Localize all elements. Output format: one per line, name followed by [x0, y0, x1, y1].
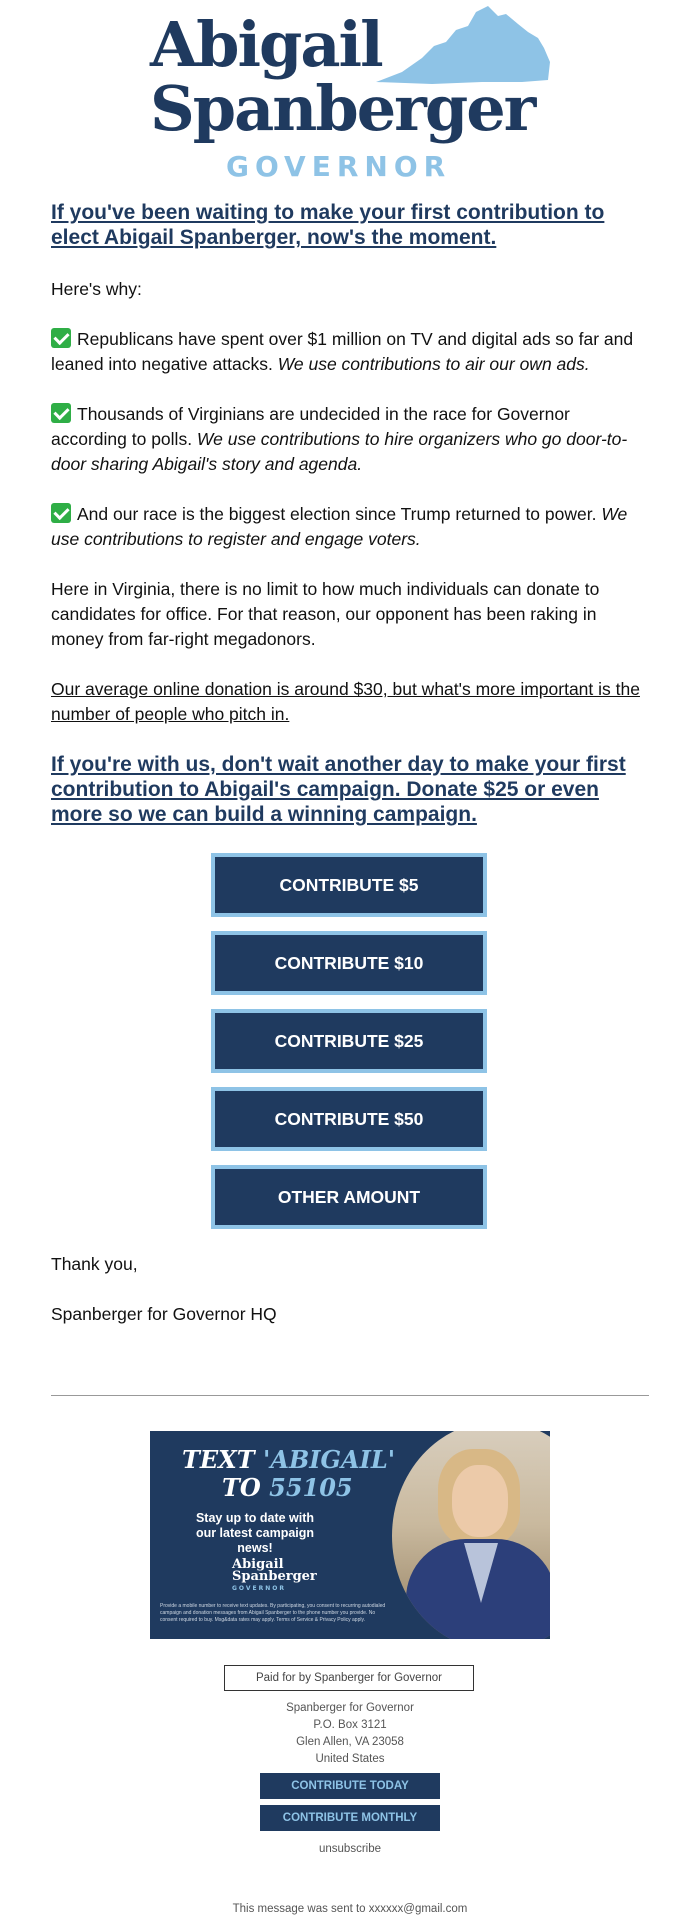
point-2-emphasis: We use contributions to hire organizers who go door-to-door sharing Abigail's story and agenda.	[51, 429, 628, 474]
contribute-50-button[interactable]: CONTRIBUTE $50	[211, 1087, 487, 1151]
signoff-text: Thank you,	[51, 1254, 138, 1274]
promo-logo: Abigail Spanberger GOVERNOR	[232, 1557, 317, 1592]
contribute-10-button[interactable]: CONTRIBUTE $10	[211, 931, 487, 995]
text-signup-banner[interactable]	[150, 1431, 550, 1639]
signature-text: Spanberger for Governor HQ	[51, 1304, 277, 1324]
intro-container	[51, 277, 649, 302]
address-line-2: P.O. Box 3121	[313, 1719, 387, 1731]
promo-line-1: TEXT 'ABIGAIL'	[182, 1445, 396, 1474]
point-2	[51, 402, 649, 477]
limit-paragraph-container	[51, 577, 649, 652]
headline-1-link[interactable]: If you've been waiting to make your first contribution to elect Abigail Spanberger, now's the moment.	[51, 201, 605, 249]
address-line-4: United States	[315, 1753, 385, 1765]
headline-1-container	[51, 200, 649, 250]
campaign-logo	[150, 0, 550, 185]
limit-paragraph: Here in Virginia, there is no limit to how much individuals can donate to candidates for office. For that reason, our opponent has been raking in money from far-right megadonors.	[51, 579, 600, 649]
unsubscribe-link[interactable]: unsubscribe	[318, 1843, 381, 1855]
logo-first-name: Abigail	[150, 8, 382, 81]
logo-office: GOVERNOR	[226, 150, 452, 183]
promo-subtext: Stay up to date with our latest campaign news!	[195, 1511, 315, 1555]
check-mark-icon	[51, 403, 71, 423]
contribute-25-button[interactable]: CONTRIBUTE $25	[211, 1009, 487, 1073]
promo-line-2: TO 55105	[222, 1473, 353, 1502]
point-3-text: And our race is the biggest election since Trump returned to power.	[77, 504, 602, 524]
promo-fine-print: Provide a mobile number to receive text updates. By participating, you consent to recurring autodialed campaign and donation messages from Abigail Spanberger to the phone number you provide. No consent required to buy. Msg&data rates may apply. Terms of Service & Privacy Policy apply.	[160, 1603, 386, 1623]
intro-text: Here's why:	[51, 279, 142, 299]
sent-to-prefix: This message was sent to	[232, 1903, 369, 1915]
check-mark-icon	[51, 503, 71, 523]
contribute-5-button[interactable]: CONTRIBUTE $5	[211, 853, 487, 917]
headline-2-link[interactable]: If you're with us, don't wait another day to make your first contribution to Abigail's campaign. Donate $25 or even more so we can build a winning campaign.	[51, 753, 626, 826]
headline-2-container	[51, 752, 649, 827]
point-1-emphasis: We use contributions to air our own ads.	[277, 354, 590, 374]
address-line-3: Glen Allen, VA 23058	[296, 1736, 404, 1748]
point-3	[51, 502, 649, 552]
signature-container	[51, 1302, 649, 1327]
logo-last-name: Spanberger	[150, 72, 535, 145]
point-2-text: Thousands of Virginians are undecided in the race for Governor according to polls.	[51, 404, 570, 449]
point-3-emphasis: We use contributions to register and engage voters.	[51, 504, 628, 549]
candidate-photo	[392, 1431, 550, 1639]
footer-divider	[51, 1395, 649, 1396]
average-paragraph-container	[51, 677, 649, 727]
contribute-today-button[interactable]: CONTRIBUTE TODAY	[260, 1773, 440, 1799]
address-line-1: Spanberger for Governor	[286, 1702, 414, 1714]
point-1-text: Republicans have spent over $1 million on TV and digital ads so far and leaned into negative attacks.	[51, 329, 634, 374]
average-donation-link[interactable]: Our average online donation is around $30, but what's more important is the number of people who pitch in.	[51, 679, 640, 724]
recipient-email: xxxxxx@gmail.com	[368, 1903, 468, 1915]
other-amount-button[interactable]: OTHER AMOUNT	[211, 1165, 487, 1229]
contribute-monthly-button[interactable]: CONTRIBUTE MONTHLY	[260, 1805, 440, 1831]
check-mark-icon	[51, 328, 71, 348]
signoff-container	[51, 1252, 649, 1277]
point-1	[51, 327, 649, 377]
paid-for-disclaimer: Paid for by Spanberger for Governor	[224, 1665, 474, 1691]
sent-to-notice	[0, 1903, 700, 1915]
